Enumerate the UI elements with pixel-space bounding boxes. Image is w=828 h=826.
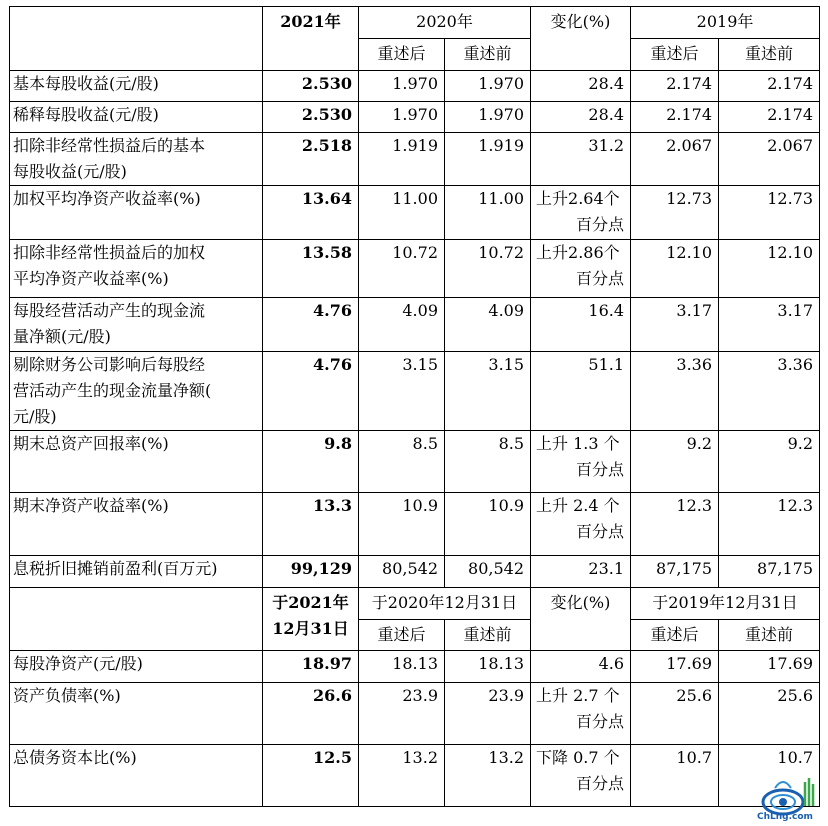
header-2020: 2020年: [359, 7, 531, 39]
header-change-2-line: 变化(%): [550, 593, 611, 612]
row-label: [10, 298, 263, 352]
row-2020-before: [445, 298, 531, 352]
row-change-line: 51.1: [588, 355, 625, 374]
row-2019-before-line: 2.067: [767, 136, 814, 155]
row-2021-line: 13.64: [301, 189, 352, 208]
row-2020-before-line: 1.970: [478, 74, 525, 93]
row-2021-line: 4.76: [313, 301, 352, 320]
row-2020-restated: [359, 71, 445, 102]
row-change-line: 上升 1.3 个: [536, 434, 620, 453]
row-2020-before-line: 1.970: [478, 105, 525, 124]
row-label-line: 每股收益(元/股): [13, 162, 127, 181]
table-row: [10, 240, 820, 298]
row-2019-restated: [631, 431, 719, 493]
row-change-line: 上升 2.4 个: [536, 496, 620, 515]
row-2020-before-line: 4.09: [488, 301, 525, 320]
header-2020-date: [359, 588, 531, 620]
row-2021: [263, 352, 359, 431]
row2-2020-before: [445, 651, 531, 683]
row-2021: [263, 240, 359, 298]
row2-2021: [263, 683, 359, 745]
row2-change-line: 百分点: [576, 712, 625, 731]
row-2019-restated-line: 87,175: [656, 559, 713, 578]
row-change-line: 31.2: [588, 136, 625, 155]
table-row: [10, 102, 820, 133]
row-label-line: 加权平均净资产收益率(%): [13, 189, 201, 208]
row-2019-restated-line: 12.3: [676, 496, 713, 515]
row2-label-line: 每股净资产(元/股): [13, 654, 143, 673]
header-2019-before-2: [719, 620, 820, 651]
row2-change-line: 百分点: [576, 774, 625, 793]
row-2021: [263, 102, 359, 133]
row-label-line: 扣除非经常性损益后的加权: [13, 243, 206, 262]
row-2019-restated-line: 3.36: [676, 355, 713, 374]
row-label-line: 平均净资产收益率(%): [13, 269, 169, 288]
row-2021: [263, 133, 359, 186]
row-2019-before: [719, 71, 820, 102]
row-2021: [263, 431, 359, 493]
row-change-line: 28.4: [588, 105, 625, 124]
row2-2019-before: [719, 651, 820, 683]
row2-2020-restated-line: 18.13: [392, 654, 438, 673]
row-2020-before: [445, 352, 531, 431]
table-row: [10, 71, 820, 102]
row2-2019-restated: [631, 651, 719, 683]
row-2021-line: 99,129: [290, 559, 352, 578]
row-2020-restated-line: 1.970: [392, 74, 438, 93]
row-change-line: 16.4: [588, 301, 625, 320]
header-2019-date: [631, 588, 820, 620]
row2-2020-restated: [359, 651, 445, 683]
row-2019-restated: [631, 493, 719, 556]
row-label-line: 基本每股收益(元/股): [13, 74, 159, 93]
row-2020-restated: [359, 186, 445, 240]
row2-label: [10, 683, 263, 745]
row-2019-before: [719, 133, 820, 186]
row2-2021-line: 26.6: [313, 686, 352, 705]
row-2020-restated: [359, 298, 445, 352]
row-2020-restated: [359, 556, 445, 588]
row-2021: [263, 556, 359, 588]
row-label: [10, 186, 263, 240]
row2-2019-restated-line: 17.69: [666, 654, 713, 673]
row-change-line: 百分点: [576, 460, 625, 479]
table-row: [10, 493, 820, 556]
row2-2019-restated-line: 25.6: [676, 686, 713, 705]
row-change: [531, 352, 631, 431]
row-2019-restated-line: 9.2: [686, 434, 713, 453]
row2-2019-before-line: 17.69: [767, 654, 814, 673]
header-blank-cell-2: [10, 588, 263, 651]
row-2019-before-line: 2.174: [767, 74, 814, 93]
header-row-dates: [10, 588, 820, 620]
table-row: [10, 133, 820, 186]
header-2020-restated-2: [359, 620, 445, 651]
row-2021-line: 4.76: [313, 355, 352, 374]
row-change: [531, 133, 631, 186]
row-change: [531, 71, 631, 102]
row-label-line: 每股经营活动产生的现金流: [13, 301, 206, 320]
row-2021: [263, 493, 359, 556]
row-2020-restated-line: 11.00: [392, 189, 438, 208]
row-2020-restated: [359, 352, 445, 431]
row-label-line: 扣除非经常性损益后的基本: [13, 136, 206, 155]
row-2020-before-line: 10.9: [488, 496, 525, 515]
row-2020-restated: [359, 240, 445, 298]
header-2019-before: 重述前: [719, 39, 820, 71]
watermark-text: ChLng.com: [757, 812, 813, 822]
row2-2020-restated: [359, 745, 445, 807]
row2-2021-line: 12.5: [313, 748, 352, 767]
row-change-line: 上升2.86个: [536, 243, 620, 262]
row-label-line: 量净额(元/股): [13, 327, 111, 346]
row-label-line: 剔除财务公司影响后每股经: [13, 355, 206, 374]
row-2019-before: [719, 352, 820, 431]
row-2020-before-line: 80,542: [468, 559, 525, 578]
row-2020-restated-line: 3.15: [402, 355, 438, 374]
row2-label: [10, 745, 263, 807]
row-2021-line: 13.3: [313, 496, 352, 515]
row2-2019-restated: [631, 683, 719, 745]
row-2019-before-line: 12.73: [767, 189, 814, 208]
header-change-2: [531, 588, 631, 651]
row-label: [10, 493, 263, 556]
header-change: 变化(%): [531, 7, 631, 71]
row-2021-line: 2.530: [301, 74, 352, 93]
row-2020-restated: [359, 431, 445, 493]
row-2019-before-line: 3.17: [777, 301, 814, 320]
row-change-line: 上升2.64个: [536, 189, 620, 208]
row2-2020-before-line: 23.9: [488, 686, 525, 705]
row-2019-restated: [631, 102, 719, 133]
header-2019-date-line: 于2019年12月31日: [652, 593, 798, 612]
row-2020-before-line: 11.00: [478, 189, 525, 208]
row-2019-before-line: 2.174: [767, 105, 814, 124]
row-label-line: 息税折旧摊销前盈利(百万元): [13, 559, 218, 578]
row2-change: [531, 651, 631, 683]
row-label: [10, 71, 263, 102]
row2-label: [10, 651, 263, 683]
header-2021-date: [263, 588, 359, 651]
row2-change-line: 4.6: [598, 654, 625, 673]
table-row: [10, 431, 820, 493]
row2-2019-restated: [631, 745, 719, 807]
row-label-line: 元/股): [13, 407, 57, 426]
row2-2020-restated-line: 13.2: [402, 748, 438, 767]
row-2021-line: 2.530: [301, 105, 352, 124]
row-label: [10, 240, 263, 298]
header-row-years: [10, 7, 820, 39]
row-2020-before: [445, 556, 531, 588]
row-2020-before: [445, 133, 531, 186]
row-2019-restated-line: 3.17: [676, 301, 713, 320]
row-2019-restated: [631, 240, 719, 298]
row-change: [531, 298, 631, 352]
row2-label-line: 总债务资本比(%): [13, 748, 137, 767]
header-2020-restated: 重述后: [359, 39, 445, 71]
row-2020-before-line: 10.72: [478, 243, 525, 262]
row-2020-before: [445, 493, 531, 556]
header-2021: 2021年: [263, 7, 359, 71]
header-2019-restated-2-line: 重述后: [650, 625, 699, 644]
row-2020-restated: [359, 493, 445, 556]
row2-2019-before-line: 10.7: [777, 748, 814, 767]
header-2019-restated-2: [631, 620, 719, 651]
row-change-line: 百分点: [576, 269, 625, 288]
row-2020-before: [445, 431, 531, 493]
table-row: [10, 745, 820, 807]
row-label-line: 期末总资产回报率(%): [13, 434, 169, 453]
row-2020-before: [445, 186, 531, 240]
row-2019-restated: [631, 298, 719, 352]
row2-2020-before-line: 13.2: [488, 748, 525, 767]
row-2019-before-line: 9.2: [787, 434, 814, 453]
row-2021: [263, 71, 359, 102]
row-2019-restated-line: 12.73: [666, 189, 713, 208]
header-2020-before: 重述前: [445, 39, 531, 71]
row-change: [531, 186, 631, 240]
row-2021-line: 9.8: [324, 434, 352, 453]
row-label: [10, 556, 263, 588]
row-2019-before: [719, 102, 820, 133]
row-change: [531, 556, 631, 588]
row-2021-line: 2.518: [301, 136, 352, 155]
row-change: [531, 240, 631, 298]
table-row: [10, 298, 820, 352]
row2-change-line: 下降 0.7 个: [536, 748, 620, 767]
row2-2020-before: [445, 683, 531, 745]
row2-change-line: 上升 2.7 个: [536, 686, 620, 705]
row-2019-before-line: 12.10: [767, 243, 814, 262]
row-2020-restated-line: 10.9: [402, 496, 438, 515]
header-2020-date-line: 于2020年12月31日: [371, 593, 518, 612]
row-2019-before-line: 3.36: [777, 355, 814, 374]
row-2019-before: [719, 493, 820, 556]
row2-2020-restated-line: 23.9: [402, 686, 438, 705]
row-2019-restated-line: 2.067: [666, 136, 713, 155]
row-2019-restated-line: 2.174: [666, 74, 713, 93]
row-2020-restated-line: 80,542: [382, 559, 438, 578]
header-2021-date-line: 12月31日: [272, 619, 349, 638]
row-label-line: 期末净资产收益率(%): [13, 496, 169, 515]
row-change: [531, 102, 631, 133]
row-2020-restated: [359, 102, 445, 133]
header-2021-date-line: 于2021年: [272, 593, 349, 612]
header-2019-restated: 重述后: [631, 39, 719, 71]
row-2019-before: [719, 240, 820, 298]
row-2020-before: [445, 102, 531, 133]
row-2020-restated: [359, 133, 445, 186]
header-2020-restated-2-line: 重述后: [377, 625, 426, 644]
header-2019: 2019年: [631, 7, 820, 39]
header-2019-before-2-line: 重述前: [745, 625, 794, 644]
row2-2019-before-line: 25.6: [777, 686, 814, 705]
row-2020-before-line: 8.5: [498, 434, 525, 453]
row-change: [531, 431, 631, 493]
row-2020-before-line: 1.919: [478, 136, 525, 155]
row2-2021-line: 18.97: [301, 654, 352, 673]
financial-indicators-table: [9, 6, 820, 807]
row-2021: [263, 298, 359, 352]
row-2020-before: [445, 71, 531, 102]
row2-2019-restated-line: 10.7: [676, 748, 713, 767]
row-2019-before: [719, 298, 820, 352]
row2-2021: [263, 651, 359, 683]
row-2020-restated-line: 1.970: [392, 105, 438, 124]
row-2020-restated-line: 4.09: [402, 301, 438, 320]
row-label-line: 营活动产生的现金流量净额(: [13, 381, 212, 400]
row-change-line: 百分点: [576, 522, 625, 541]
row-2019-restated: [631, 352, 719, 431]
row-2019-restated-line: 2.174: [666, 105, 713, 124]
row-2019-before: [719, 431, 820, 493]
row-2019-restated: [631, 71, 719, 102]
row-2019-restated: [631, 133, 719, 186]
header-blank-cell: [10, 7, 263, 71]
row-change-line: 23.1: [588, 559, 625, 578]
row-2019-before: [719, 186, 820, 240]
row2-2020-before-line: 18.13: [478, 654, 525, 673]
row-2020-restated-line: 1.919: [392, 136, 438, 155]
row-2020-before: [445, 240, 531, 298]
row-2019-restated: [631, 556, 719, 588]
header-2020-before-2-line: 重述前: [463, 625, 512, 644]
row-2020-restated-line: 8.5: [412, 434, 438, 453]
table-row: [10, 186, 820, 240]
row-2019-before-line: 12.3: [777, 496, 814, 515]
row2-change: [531, 683, 631, 745]
row-change: [531, 493, 631, 556]
row2-2019-before: [719, 683, 820, 745]
table-row: [10, 352, 820, 431]
row-2019-restated-line: 12.10: [666, 243, 713, 262]
row2-label-line: 资产负债率(%): [13, 686, 121, 705]
table-row: [10, 651, 820, 683]
row-2019-before: [719, 556, 820, 588]
row-label: [10, 102, 263, 133]
row-2021-line: 13.58: [301, 243, 352, 262]
row-label: [10, 431, 263, 493]
row-change-line: 百分点: [576, 215, 625, 234]
table-row: [10, 556, 820, 588]
header-2020-before-2: [445, 620, 531, 651]
row2-2021: [263, 745, 359, 807]
row-2019-restated: [631, 186, 719, 240]
table-row: [10, 683, 820, 745]
row-2020-before-line: 3.15: [488, 355, 525, 374]
row-2019-before-line: 87,175: [757, 559, 814, 578]
row-label: [10, 133, 263, 186]
row-label-line: 稀释每股收益(元/股): [13, 105, 159, 124]
row2-2020-restated: [359, 683, 445, 745]
row-change-line: 28.4: [588, 74, 625, 93]
row-2021: [263, 186, 359, 240]
row2-change: [531, 745, 631, 807]
row-2020-restated-line: 10.72: [392, 243, 438, 262]
row2-2020-before: [445, 745, 531, 807]
row-label: [10, 352, 263, 431]
